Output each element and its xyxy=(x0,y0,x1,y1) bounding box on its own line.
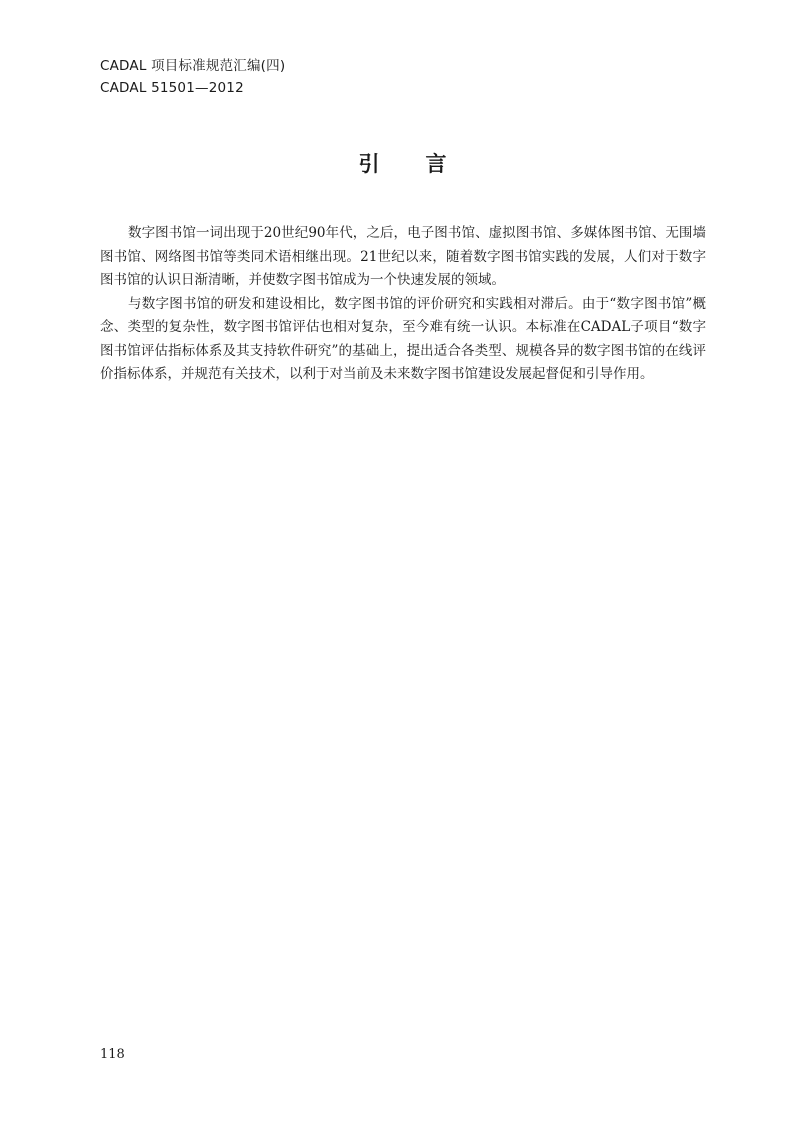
paragraph-1: 数字图书馆一词出现于20世纪90年代，之后，电子图书馆、虚拟图书馆、多媒体图书馆、无围墙图书馆、网络图书馆等类同术语相继出现。21世纪以来，随着数字图书馆实践的发展，人们对于数字图书馆的认识日渐清晰，并使数字图书馆成为一个快速发展的领域。 xyxy=(100,225,706,288)
page-number: 118 xyxy=(100,1047,125,1062)
running-header xyxy=(100,55,285,99)
standard-number: CADAL 51501—2012 xyxy=(100,80,244,96)
series-title: CADAL 项目标准规范汇编(四) xyxy=(100,58,286,74)
paragraph-2: 与数字图书馆的研发和建设相比，数字图书馆的评价研究和实践相对滞后。由于“数字图书馆”概念、类型的复杂性，数字图书馆评估也相对复杂，至今难有统一认识。本标准在CADAL子项目“数字图书馆评估指标体系及其支持软件研究”的基础上，提出适合各类型、规模各异的数字图书馆的在线评价指标体系，并规范有关技术，以利于对当前及未来数字图书馆建设发展起督促和引导作用。 xyxy=(100,295,706,382)
introduction-body xyxy=(100,222,706,387)
section-title: 引言 xyxy=(358,152,493,176)
